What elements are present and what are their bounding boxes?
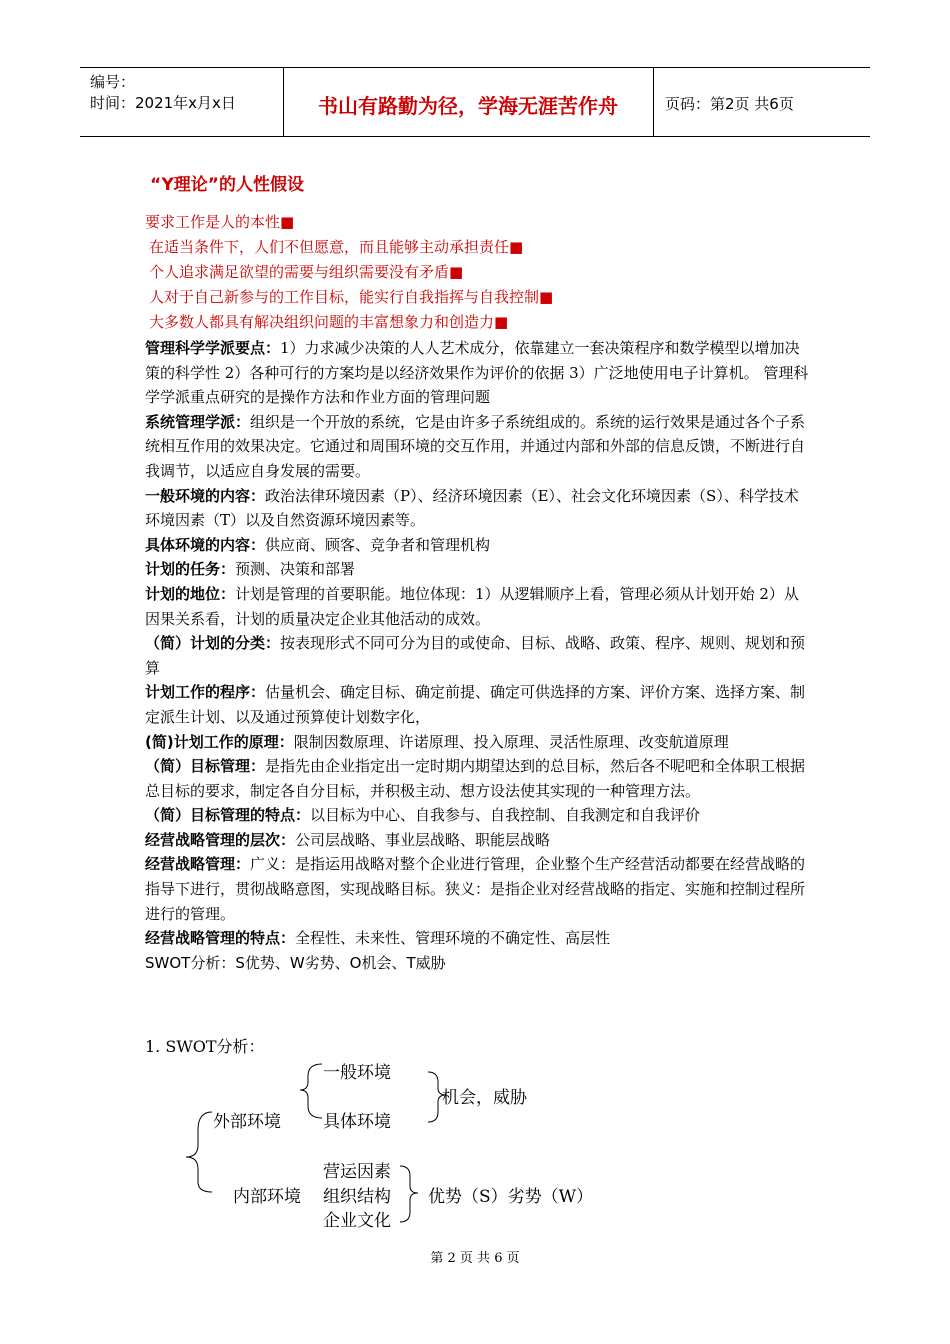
paragraph-text: 组织是一个开放的系统，它是由许多子系统组成的。系统的运行效果是通过各个子系统相互作用的效果决定。它通过和周围环境的交互作用，并通过内部和外部的信息反馈，不断进行自我调节，以适应自身发展的需要。: [145, 412, 806, 480]
paragraph-term: （简）目标管理的特点：: [145, 806, 311, 825]
paragraph-term: 计划的任务：: [145, 560, 236, 579]
paragraph-term: 计划工作的程序：: [145, 683, 266, 702]
diagram-external: 外部环境: [213, 1112, 281, 1132]
paragraph-text: 计划是管理的首要职能。地位体现：1）从逻辑顺序上看，管理必须从计划开始 2）从因果关系看，计划的质量决定企业其他活动的成效。: [145, 584, 799, 628]
paragraph-term: 具体环境的内容：: [145, 535, 266, 554]
paragraph-term: 经营战略管理的特点：: [145, 929, 296, 948]
header-motto: 书山有路勤为径，学海无涯苦作舟: [318, 94, 618, 118]
paragraph-term: 系统管理学派：: [145, 412, 251, 431]
paragraph-text: 是指先由企业指定出一定时期内期望达到的总目标，然后各不呢吧和全体职工根据总目标的要求，制定各自分目标，并积极主动、想方设法使其实现的一种管理方法。: [145, 757, 806, 800]
paragraph-term: 经营战略管理的层次：: [145, 830, 296, 849]
paragraph-term: 一般环境的内容：: [145, 486, 266, 505]
paragraph-text: 广义：是指运用战略对整个企业进行管理，企业整个生产经营活动都要在经营战略的指导下进行，贯彻战略意图，实现战略目标。狭义：是指企业对经营战略的指定、实施和控制过程所进行的管理。: [145, 855, 806, 923]
number-label: 编号：: [90, 73, 136, 91]
diagram-general-env: 一般环境: [323, 1063, 391, 1083]
y-theory-point: 大多数人都具有解决组织问题的丰富想象力和创造力■: [149, 313, 509, 331]
paragraph-text: 公司层战略、事业层战略、职能层战略: [295, 830, 551, 849]
paragraph-text: 按表现形式不同可分为目的或使命、目标、战略、政策、程序、规则、规划和预算: [145, 634, 806, 677]
section-title: “Y理论”的人性假设: [150, 175, 304, 195]
paragraph-text: 限制因数原理、许诺原理、投入原理、灵活性原理、改变航道原理: [293, 732, 729, 751]
paragraph-text: 政治法律环境因素（P）、经济环境因素（E）、社会文化环境因素（S）、科学技术环境因素（T）以及自然资源环境因素等。: [145, 486, 799, 530]
swot-heading: 1. SWOT分析：: [145, 1037, 265, 1056]
paragraph-text: 供应商、顾客、竞争者和管理机构: [265, 535, 491, 554]
header-page-info: 页码：第2页 共6页: [665, 95, 794, 113]
paragraph-text: 以目标为中心、自我参与、自我控制、自我测定和自我评价: [310, 806, 701, 825]
paragraph-term: (简)计划工作的原理：: [145, 732, 294, 751]
y-theory-point: 在适当条件下，人们不但愿意，而且能够主动承担责任■: [149, 238, 524, 256]
page-footer: 第 2 页 共 6 页: [430, 1251, 520, 1266]
paragraph-text: 预测、决策和部署: [235, 560, 356, 579]
diagram-factor-org: 组织结构: [323, 1187, 391, 1207]
y-theory-point: 个人追求满足欲望的需要与组织需要没有矛盾■: [149, 263, 464, 281]
paragraph-term: （简）计划的分类：: [145, 634, 281, 653]
paragraph-term: （简）目标管理：: [145, 757, 266, 776]
diagram-strength-weak: 优势（S）劣势（W）: [428, 1187, 594, 1207]
date-label: 时间：2021年x月x日: [90, 94, 236, 112]
diagram-factor-culture: 企业文化: [323, 1211, 391, 1231]
paragraph-term: 管理科学学派要点：: [145, 339, 281, 357]
paragraph-text: 1）力求减少决策的人人艺术成分，依靠建立一套决策程序和数学模型以增加决策的科学性 2）各种可行的方案均是以经济效果作为评价的依据 3）广泛地使用电子计算机。 管理科学学派重点研究的是操作方法和作业方面的管理问题: [145, 339, 809, 407]
diagram-internal: 内部环境: [233, 1187, 301, 1207]
y-theory-point: 人对于自己新参与的工作目标，能实行自我指挥与自我控制■: [149, 288, 554, 306]
paragraph-term: 经营战略管理：: [145, 855, 251, 874]
y-theory-point: 要求工作是人的本性■: [145, 213, 295, 231]
paragraph-text: 全程性、未来性、管理环境的不确定性、高层性: [295, 929, 611, 948]
diagram-factor-ops: 营运因素: [323, 1162, 391, 1182]
diagram-opp-threat: 机会，威胁: [442, 1088, 527, 1108]
paragraph-term: 计划的地位：: [145, 584, 236, 603]
paragraph-text: 估量机会、确定目标、确定前提、确定可供选择的方案、评价方案、选择方案、制定派生计划、以及通过预算使计划数字化，: [145, 683, 806, 726]
diagram-specific-env: 具体环境: [323, 1112, 391, 1132]
swot-line: SWOT分析：S优势、W劣势、O机会、T威胁: [145, 953, 446, 972]
